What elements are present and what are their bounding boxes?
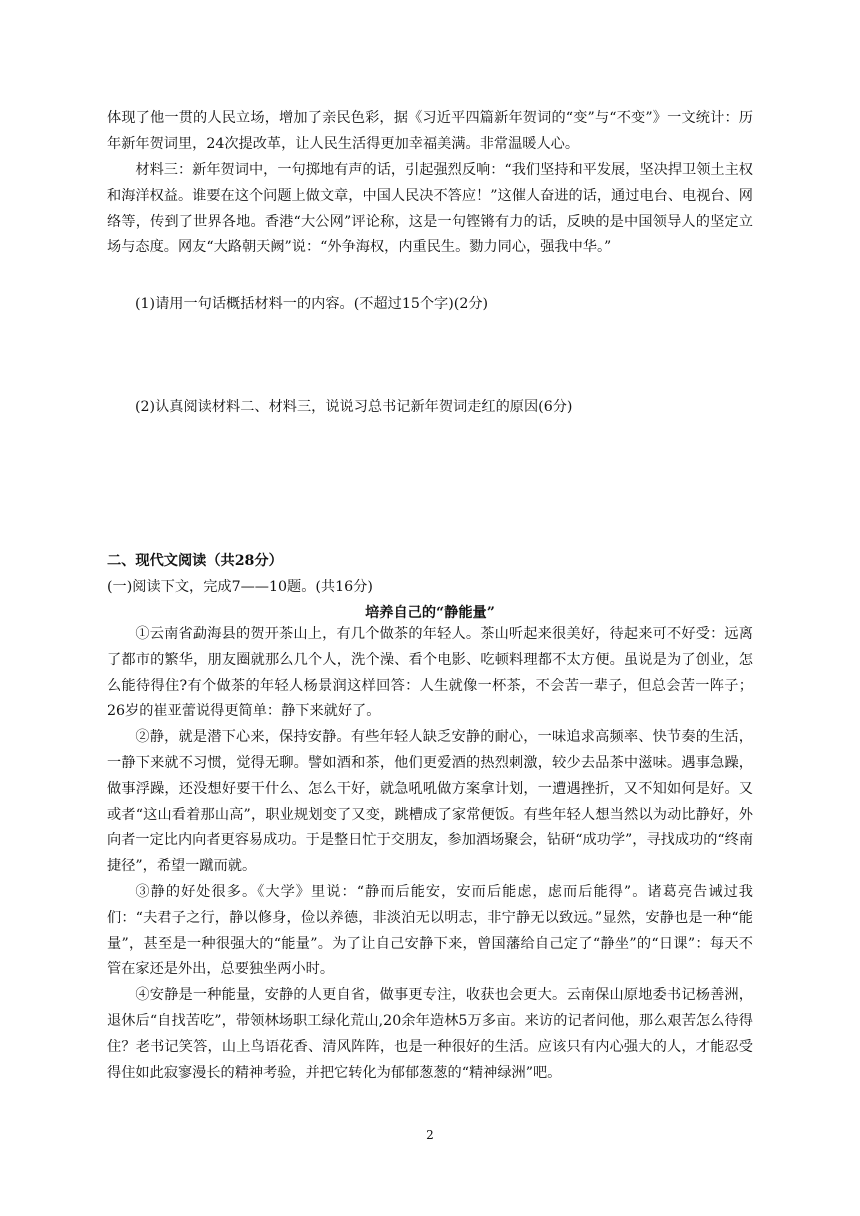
material-two-tail-paragraph: 体现了他一贯的人民立场，增加了亲民色彩，据《习近平四篇新年贺词的“变”与“不变”》一文统计：历年新年贺词里，24次提改革，让人民生活得更加幸福美满。非常温暖人心。 — [107, 110, 753, 152]
question-1: (1)请用一句话概括材料一的内容。(不超过15个字)(2分) — [135, 296, 489, 312]
article-title: 培养自己的“静能量” — [365, 605, 495, 621]
article-paragraph-2: ②静，就是潜下心来，保持安静。有些年轻人缺乏安静的耐心，一味追求高频率、快节奏的生活，一静下来就不习惯，觉得无聊。譬如酒和茶，他们更爱酒的热烈刺激，较少去品茶中滋味。遇事急躁，做事浮躁，还没想好要干什么、怎么干好，就急吼吼做方案拿计划，一遭遇挫折，又不知如何是好。又或者“这山看着那山高”，职业规划变了又变，跳槽成了家常便饭。有些年轻人想当然以为动比静好，外向者一定比内向者更容易成功。于是整日忙于交朋友，参加酒场聚会，钻研“成功学”，寻找成功的“终南捷径”，希望一蹴而就。 — [107, 729, 754, 875]
page-number: 2 — [426, 1128, 434, 1142]
section-two-title: 二、现代文阅读（共28分） — [107, 553, 283, 569]
material-three — [107, 158, 753, 261]
question-2: (2)认真阅读材料二、材料三，说说习总书记新年贺词走红的原因(6分) — [135, 399, 573, 415]
article-paragraph-3: ③静的好处很多。《大学》里说：“静而后能安，安而后能虑，虑而后能得”。诸葛亮告诫过我们：“夫君子之行，静以修身，俭以养德，非淡泊无以明志，非宁静无以致远。”显然，安静也是一种“能量”，甚至是一种很强大的“能量”。为了让自己安静下来，曾国藩给自己定了“静坐”的“日课”：每天不管在家还是外出，总要独坐两小时。 — [107, 883, 753, 978]
material-three-paragraph: 材料三：新年贺词中，一句掷地有声的话，引起强烈反响：“我们坚持和平发展，坚决捍卫领土主权和海洋权益。谁要在这个问题上做文章，中国人民决不答应！”这催人奋进的话，通过电台、电视台、网络等，传到了世界各地。香港“大公网”评论称，这是一句铿锵有力的话，反映的是中国领导人的坚定立场与态度。网友“大路朝天阙”说：“外争海权，内重民生。勠力同心，强我中华。” — [107, 162, 753, 256]
part-one-instruction: (一)阅读下文，完成7——10题。(共16分) — [107, 579, 373, 595]
article-paragraph-1: ①云南省勐海县的贺开茶山上，有几个做茶的年轻人。茶山听起来很美好，待起来可不好受：远离了都市的繁华，朋友圈就那么几个人，洗个澡、看个电影、吃顿料理都不太方便。虽说是为了创业，怎么能待得住?有个做茶的年轻人杨景润这样回答：人生就像一杯茶，不会苦一辈子，但总会苦一阵子；26岁的崔亚蕾说得更简单：静下来就好了。 — [107, 626, 753, 720]
material-two-tail — [107, 106, 753, 158]
article-body — [107, 622, 753, 1086]
article-paragraph-4: ④安静是一种能量，安静的人更自省，做事更专注，收获也会更大。云南保山原地委书记杨善洲，退休后“自找苦吃”，带领林场职工绿化荒山,20余年造林5万多亩。来访的记者问他，那么艰苦怎么待得住？老书记笑答，山上鸟语花香、清风阵阵，也是一种很好的生活。应该只有内心强大的人，才能忍受得住如此寂寥漫长的精神考验，并把它转化为郁郁葱葱的“精神绿洲”吧。 — [107, 987, 753, 1081]
